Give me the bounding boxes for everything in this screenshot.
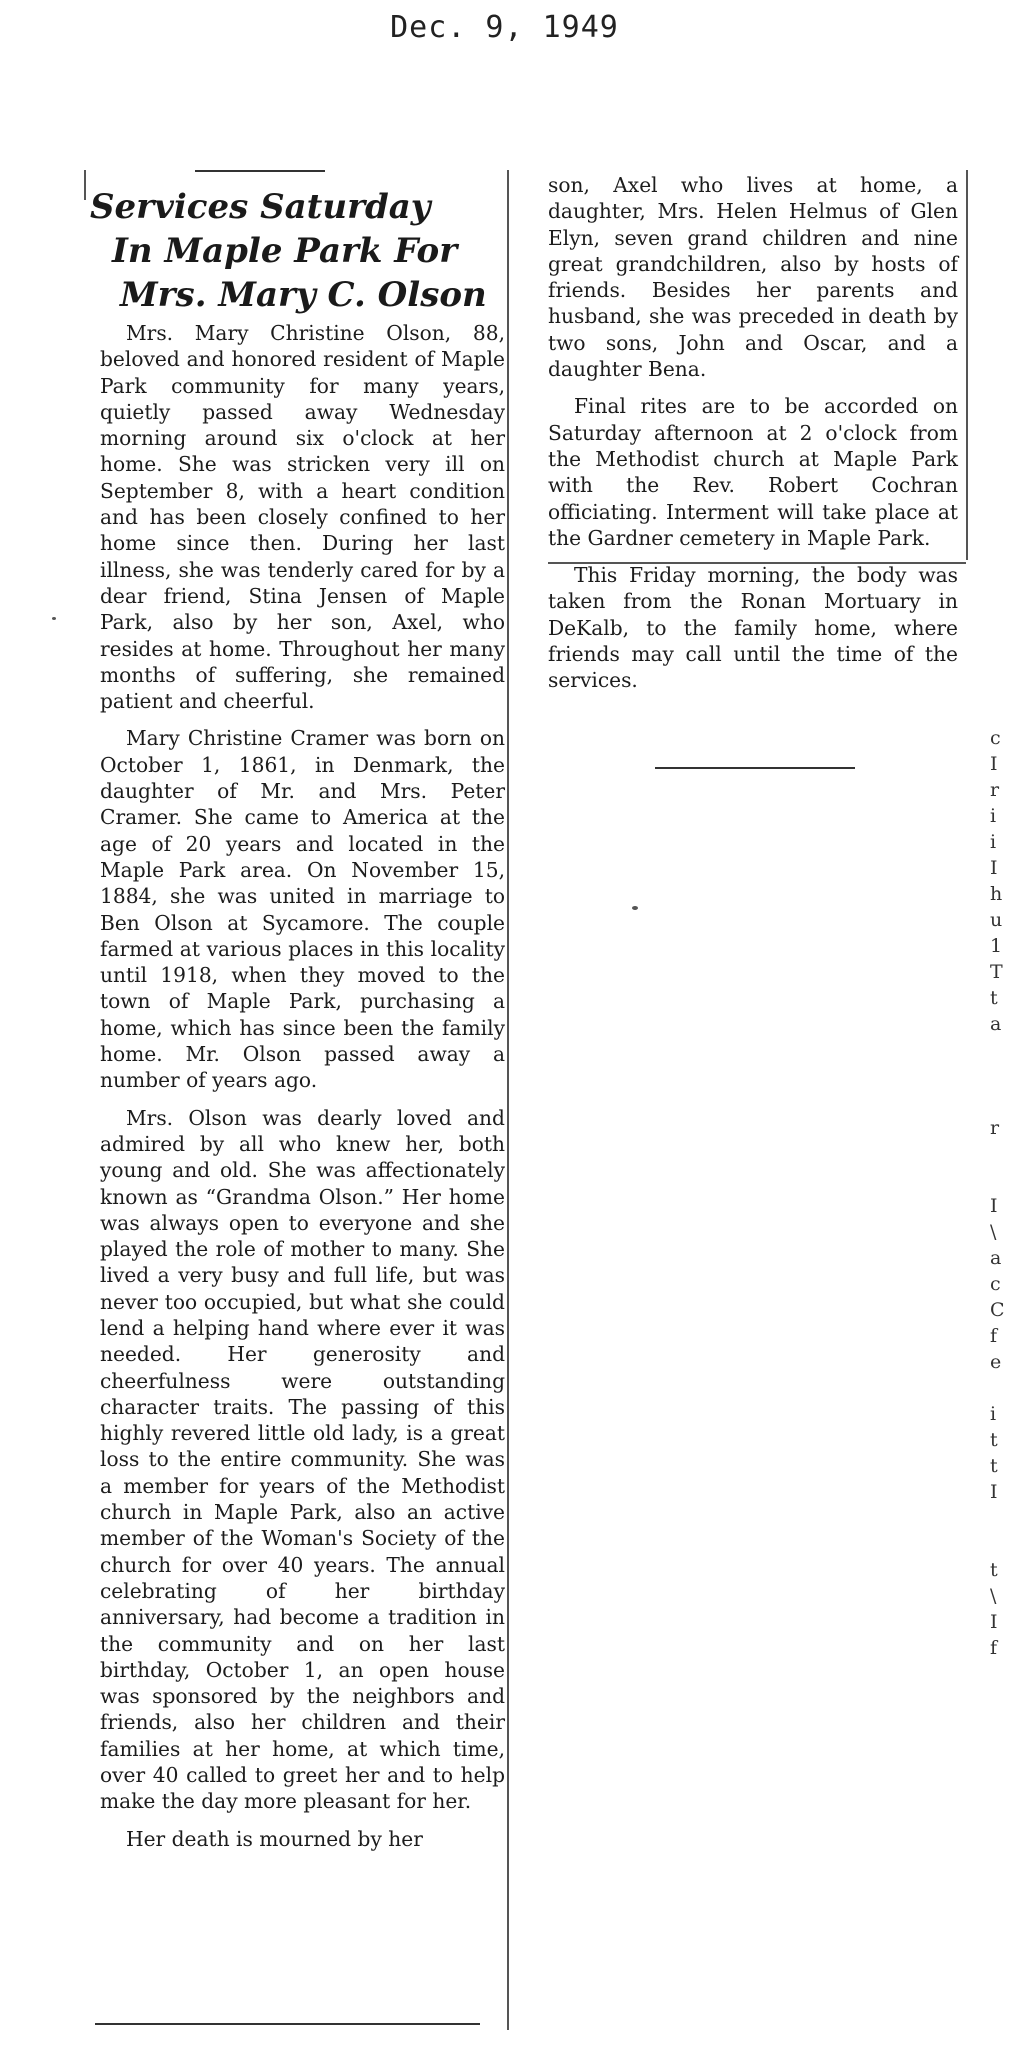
headline — [90, 185, 510, 317]
bottom-rule-left — [95, 2023, 480, 2025]
paragraph-intro: Mrs. Mary Christine Olson, 88, beloved and honored resident of Maple Park community for many years, quietly passed away Wednesday morning around six o'clock at her home. She was stricken very ill on September 8, with a heart condition and has been closely confined to her home since then. During her last illness, she was tenderly cared for by a dear friend, Stina Jensen of Maple Park, also by her son, Axel, who resides at home. Throughout her many months of suffering, she remained patient and cheerful. — [100, 321, 505, 714]
end-rule — [655, 767, 855, 769]
paragraph-biography: Mary Christine Cramer was born on October 1, 1861, in Denmark, the daughter of Mr. and Mrs. Peter Cramer. She came to America at the age of 20 years and located in the Maple Park area. On November 15, 1884, she was united in marriage to Ben Olson at Sycamore. The couple farmed at various places in this locality until 1918, when they moved to the town of Maple Park, purchasing a home, which has since been the family home. Mr. Olson passed away a number of years ago. — [100, 726, 505, 1093]
top-rule — [195, 170, 325, 172]
paragraph-survivors-start: Her death is mourned by her — [126, 1826, 423, 1851]
paragraph-visitation: This Friday morning, the body was taken from the Ronan Mortuary in DeKalb, to the family home, where friends may call until the time of the services. — [548, 563, 958, 693]
clipping-edge-right — [966, 170, 968, 560]
paragraph-survivors-cont: son, Axel who lives at home, a daughter, Mrs. Helen Helmus of Glen Elyn, seven grand children and nine great grandchildren, also by hosts of friends. Besides her parents and husband, she was preceded in death by two sons, John and Oscar, and a daughter Bena. — [548, 173, 958, 382]
adjacent-column-fragment: c I r i i I h u 1 T t a r I \ a c C f e i t t I t \ I f — [990, 727, 1005, 1659]
clipping-edge-left — [84, 170, 86, 200]
left-column — [100, 320, 505, 1852]
date-header: Dec. 9, 1949 — [390, 10, 619, 45]
paragraph-tribute: Mrs. Olson was dearly loved and admired by all who knew her, both young and old. She was affectionately known as “Grandma Olson.” Her home was always open to everyone and she played the role of mother to many. She lived a very busy and full life, but was never too occupied, but what she could lend a helping hand where ever it was needed. Her generosity and cheerfulness were outstanding character traits. The passing of this highly revered little old lady, is a great loss to the entire community. She was a member for years of the Methodist church in Maple Park, also an active member of the Woman's Society of the church for over 40 years. The annual celebrating of her birthday anniversary, had become a tradition in the community and on her last birthday, October 1, an open house was sponsored by the neighbors and friends, also her children and their families at her home, at which time, over 40 called to greet her and to help make the day more pleasant for her. — [100, 1105, 505, 1814]
paragraph-services: Final rites are to be accorded on Saturday afternoon at 2 o'clock from the Methodist church at Maple Park with the Rev. Robert Cochran officiating. Interment will take place at the Gardner cemetery in Maple Park. — [548, 394, 958, 550]
right-column — [548, 172, 958, 694]
headline-line-3: Mrs. Mary C. Olson — [120, 275, 487, 315]
scan-speck — [52, 617, 56, 620]
column-divider — [507, 170, 509, 2030]
headline-line-2: In Maple Park For — [112, 231, 458, 271]
scan-speck — [632, 906, 638, 910]
headline-line-1: Services Saturday — [90, 187, 431, 227]
